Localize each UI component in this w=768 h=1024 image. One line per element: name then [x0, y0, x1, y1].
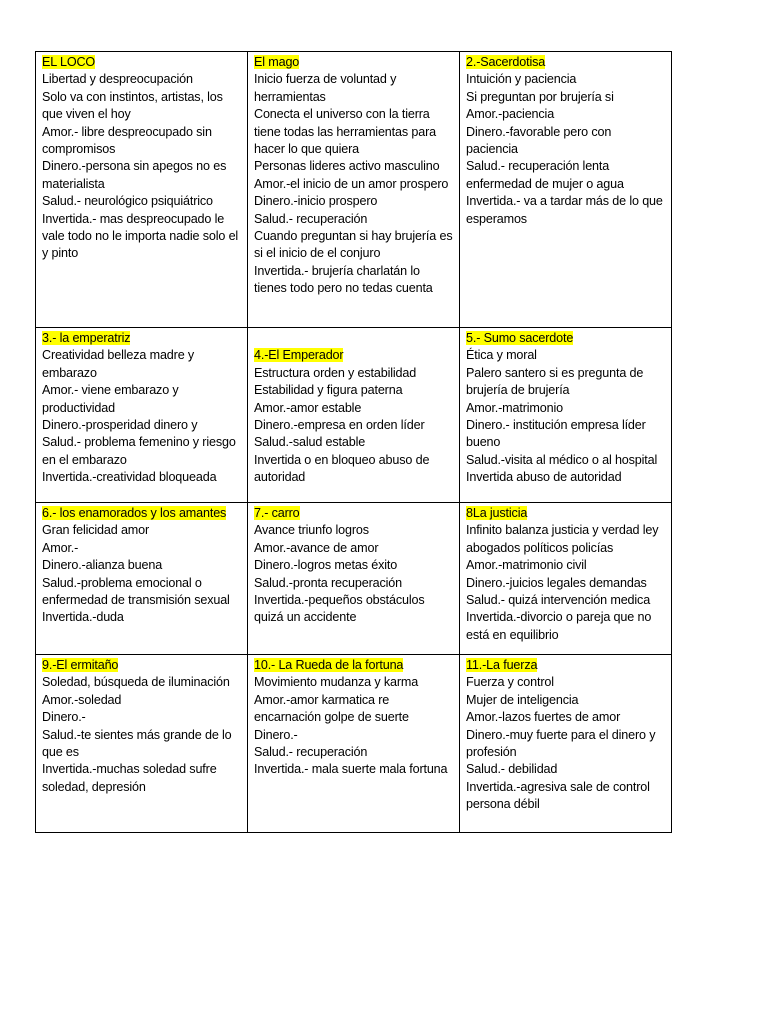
card-title: 5.- Sumo sacerdote — [466, 331, 574, 345]
table-row — [36, 52, 672, 328]
card-line: Amor.-amor karmatica re encarnación golpe de suerte — [254, 692, 409, 725]
card-line: Salud.-te sientes más grande de lo que es — [42, 727, 232, 760]
card-line: Dinero.-empresa en orden líder — [254, 418, 425, 433]
blank-line — [254, 330, 453, 347]
card-title: 6.- los enamorados y los amantes — [42, 506, 227, 520]
card-line: Dinero.-muy fuerte para el dinero y profesión — [466, 727, 656, 760]
card-cell — [460, 52, 672, 328]
card-line: Inicio fuerza de voluntad y herramientas — [254, 72, 397, 104]
card-line: Solo va con instintos, artistas, los que viven el hoy — [42, 89, 223, 122]
card-line: Dinero.- — [254, 727, 298, 742]
card-line: Creatividad belleza madre y embarazo — [42, 348, 195, 380]
card-line: Si preguntan por brujería si — [466, 89, 614, 104]
card-line: Salud.- recuperación lenta enfermedad de mujer o agua — [466, 159, 624, 191]
card-title: 9.-El ermitaño — [42, 658, 119, 672]
card-cell — [36, 328, 248, 503]
card-line: Salud.-salud estable — [254, 435, 366, 450]
card-line: Conecta el universo con la tierra tiene todas las herramientas para hacer lo que quiera — [254, 107, 436, 157]
card-line: Amor.-el inicio de un amor prospero — [254, 176, 449, 191]
card-cell — [248, 52, 460, 328]
card-line: Salud.-pronta recuperación — [254, 575, 403, 590]
card-line: Invertida o en bloqueo abuso de autoridad — [254, 452, 430, 485]
card-title: 4.-El Emperador — [254, 348, 344, 363]
card-cell — [460, 328, 672, 503]
card-line: Invertida.-pequeños obstáculos quizá un accidente — [254, 593, 425, 625]
card-line: Invertida.-divorcio o pareja que no está en equilibrio — [466, 610, 652, 642]
card-line: Infinito balanza justicia y verdad ley abogados políticos policías — [466, 523, 659, 555]
card-line: Amor.- viene embarazo y productividad — [42, 383, 179, 415]
card-title: EL LOCO — [42, 55, 96, 69]
card-line: Invertida.-duda — [42, 610, 124, 625]
card-line: Invertida.- brujería charlatán lo tienes todo pero no tedas cuenta — [254, 263, 433, 296]
card-line: Dinero.-prosperidad dinero y — [42, 418, 198, 433]
card-line: Dinero.-persona sin apegos no es materialista — [42, 159, 227, 191]
card-title: 3.- la emperatriz — [42, 331, 131, 345]
card-line: Dinero.-alianza buena — [42, 558, 163, 573]
card-cell — [36, 655, 248, 833]
card-line: Amor.-matrimonio — [466, 400, 563, 415]
card-line: Dinero.-juicios legales demandas — [466, 575, 647, 590]
card-line: Salud.- problema femenino y riesgo en el embarazo — [42, 435, 236, 467]
card-line: Fuerza y control — [466, 675, 554, 690]
card-line: Estabilidad y figura paterna — [254, 383, 403, 398]
tarot-table — [35, 51, 672, 833]
card-line: Intuición y paciencia — [466, 72, 577, 87]
card-line: Dinero.- — [42, 710, 86, 725]
card-line: Salud.- recuperación — [254, 211, 368, 226]
card-cell — [460, 655, 672, 833]
card-line: Amor.-paciencia — [466, 107, 555, 122]
card-title: El mago — [254, 55, 300, 69]
card-line: Personas lideres activo masculino — [254, 159, 440, 174]
card-line: Salud.- debilidad — [466, 762, 558, 777]
card-title: 2.-Sacerdotisa — [466, 55, 546, 69]
card-line: Invertida abuso de autoridad — [466, 470, 622, 485]
card-line: Mujer de inteligencia — [466, 692, 579, 707]
card-title: 10.- La Rueda de la fortuna — [254, 658, 404, 672]
card-line: Dinero.-inicio prospero — [254, 194, 378, 209]
card-line: Invertida.-creatividad bloqueada — [42, 470, 217, 485]
card-line: Invertida.- va a tardar más de lo que esperamos — [466, 194, 663, 226]
card-line: Salud.- neurológico psiquiátrico — [42, 194, 213, 209]
card-line: Invertida.- mas despreocupado le vale todo no le importa nadie solo el y pinto — [42, 211, 239, 261]
card-cell — [248, 655, 460, 833]
card-title: 8La justicia — [466, 506, 528, 520]
card-line: Invertida.-agresiva sale de control persona débil — [466, 779, 650, 812]
card-line: Amor.- libre despreocupado sin compromisos — [42, 124, 212, 157]
card-line: Amor.-lazos fuertes de amor — [466, 710, 621, 725]
card-line: Cuando preguntan si hay brujería es si el inicio de el conjuro — [254, 229, 453, 261]
card-line: Amor.-avance de amor — [254, 540, 379, 555]
card-line: Soledad, búsqueda de iluminación — [42, 675, 230, 690]
card-cell — [248, 503, 460, 655]
card-line: Dinero.-favorable pero con paciencia — [466, 124, 612, 157]
card-line: Salud.- quizá intervención medica — [466, 593, 651, 608]
card-title: 7.- carro — [254, 506, 300, 520]
card-line: Dinero.- institución empresa líder bueno — [466, 418, 646, 450]
card-line: Invertida.-muchas soledad sufre soledad, depresión — [42, 762, 217, 794]
table-row — [36, 328, 672, 503]
card-line: Amor.-matrimonio civil — [466, 558, 587, 573]
card-title: 11.-La fuerza — [466, 658, 538, 672]
card-line: Gran felicidad amor — [42, 523, 150, 538]
card-line: Amor.- — [42, 540, 79, 555]
card-line: Avance triunfo logros — [254, 523, 369, 538]
card-cell — [36, 503, 248, 655]
card-line: Libertad y despreocupación — [42, 72, 193, 87]
card-line: Dinero.-logros metas éxito — [254, 558, 398, 573]
card-line: Estructura orden y estabilidad — [254, 365, 417, 380]
card-line: Salud.-problema emocional o enfermedad de transmisión sexual — [42, 575, 230, 608]
card-line: Palero santero si es pregunta de brujería de brujería — [466, 365, 644, 398]
card-line: Salud.- recuperación — [254, 745, 368, 760]
card-line: Amor.-soledad — [42, 692, 122, 707]
table-row — [36, 655, 672, 833]
card-cell — [36, 52, 248, 328]
card-cell — [248, 328, 460, 503]
card-line: Invertida.- mala suerte mala fortuna — [254, 762, 448, 777]
card-line: Ética y moral — [466, 348, 537, 363]
card-line: Amor.-amor estable — [254, 400, 362, 415]
card-cell — [460, 503, 672, 655]
card-line: Movimiento mudanza y karma — [254, 675, 419, 690]
card-line: Salud.-visita al médico o al hospital — [466, 452, 658, 467]
table-row — [36, 503, 672, 655]
